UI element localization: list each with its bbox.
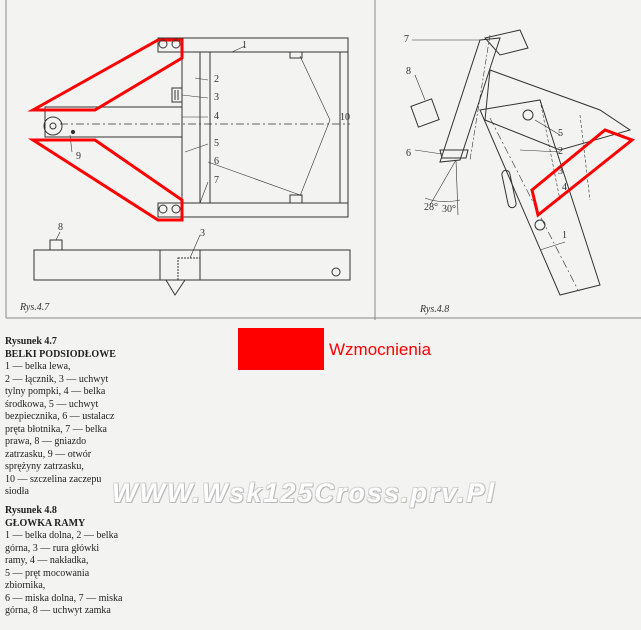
fig48-label: Rys.4.8 [420, 304, 450, 315]
caption47-head: Rysunek 4.7 [5, 336, 57, 347]
site-watermark: WWW.Wsk125Cross.prv.Pl [112, 478, 497, 508]
caption48-line: 6 — miska dolna, 7 — miska [5, 592, 123, 604]
caption48-line: ramy, 4 — nakładka, [5, 555, 89, 566]
caption48-line: 1 — belka dolna, 2 — belka [5, 530, 119, 541]
fig48-callout-6: 6 [406, 148, 411, 159]
fig47-callout-7: 7 [214, 175, 219, 186]
fig48-head-view [411, 30, 630, 295]
fig47-callout-3: 3 [214, 92, 219, 103]
fig47-callout-2: 2 [214, 74, 219, 85]
fig48-callout-7: 7 [404, 34, 409, 45]
fig48-callout-2: 2 [558, 146, 563, 157]
fig48-callout-1: 1 [562, 230, 567, 241]
caption47-line: 1 — belka lewa, [5, 361, 71, 372]
caption-fig48 [5, 505, 165, 618]
fig47-callout-4: 4 [214, 111, 219, 122]
fig48-angle-b: 30° [442, 204, 456, 215]
fig47-callout-8: 8 [58, 222, 63, 233]
fig48-callout-5: 5 [558, 128, 563, 139]
fig47-callout-6: 6 [214, 156, 219, 167]
caption48-line: górna, 8 — uchwyt zamka [5, 605, 111, 616]
fig47-side-view [34, 232, 350, 295]
caption47-line: tylny pompki, 4 — belka [5, 386, 106, 397]
reinforcement-fig48 [532, 130, 632, 215]
fig47-top-view [44, 38, 350, 217]
legend-label: Wzmocnienia [329, 340, 432, 359]
fig48-angle-a: 28° [424, 202, 438, 213]
caption48-line: górna, 3 — rura główki [5, 542, 100, 554]
caption47-line: prawa, 8 — gniazdo [5, 436, 87, 447]
legend-swatch [238, 328, 324, 370]
caption48-line: 5 — pręt mocowania [5, 567, 90, 579]
caption48-line: zbiornika, [5, 580, 46, 591]
caption-fig47 [5, 336, 165, 499]
caption48-head: Rysunek 4.8 [5, 505, 57, 516]
caption47-line: zatrzasku, 9 — otwór [5, 448, 92, 460]
caption48-title: GŁOWKA RAMY [5, 517, 86, 529]
fig47-callout-1: 1 [242, 40, 247, 51]
caption47-line: 2 — łącznik, 3 — uchwyt [5, 373, 109, 385]
fig47-callout-3b: 3 [200, 228, 205, 239]
caption47-line: siodła [5, 486, 29, 497]
caption47-line: pręta błotnika, 7 — belka [5, 423, 107, 435]
fig48-callout-8: 8 [406, 66, 411, 77]
caption47-title: BELKI PODSIODŁOWE [5, 348, 116, 360]
caption47-line: środkowa, 5 — uchwyt [5, 398, 99, 410]
caption47-line: bezpiecznika, 6 — ustalacz [5, 411, 115, 422]
fig48-callout-3: 3 [558, 166, 563, 177]
reinforcement-fig47 [33, 40, 182, 220]
fig47-label: Rys.4.7 [20, 302, 50, 313]
caption47-line: sprężyny zatrzasku, [5, 461, 84, 472]
fig48-callout-4: 4 [562, 182, 567, 193]
caption47-line: 10 — szczelina zaczepu [5, 473, 102, 485]
fig47-callout-9: 9 [76, 151, 81, 162]
fig47-callout-10: 10 [340, 112, 350, 123]
fig47-callout-5: 5 [214, 138, 219, 149]
